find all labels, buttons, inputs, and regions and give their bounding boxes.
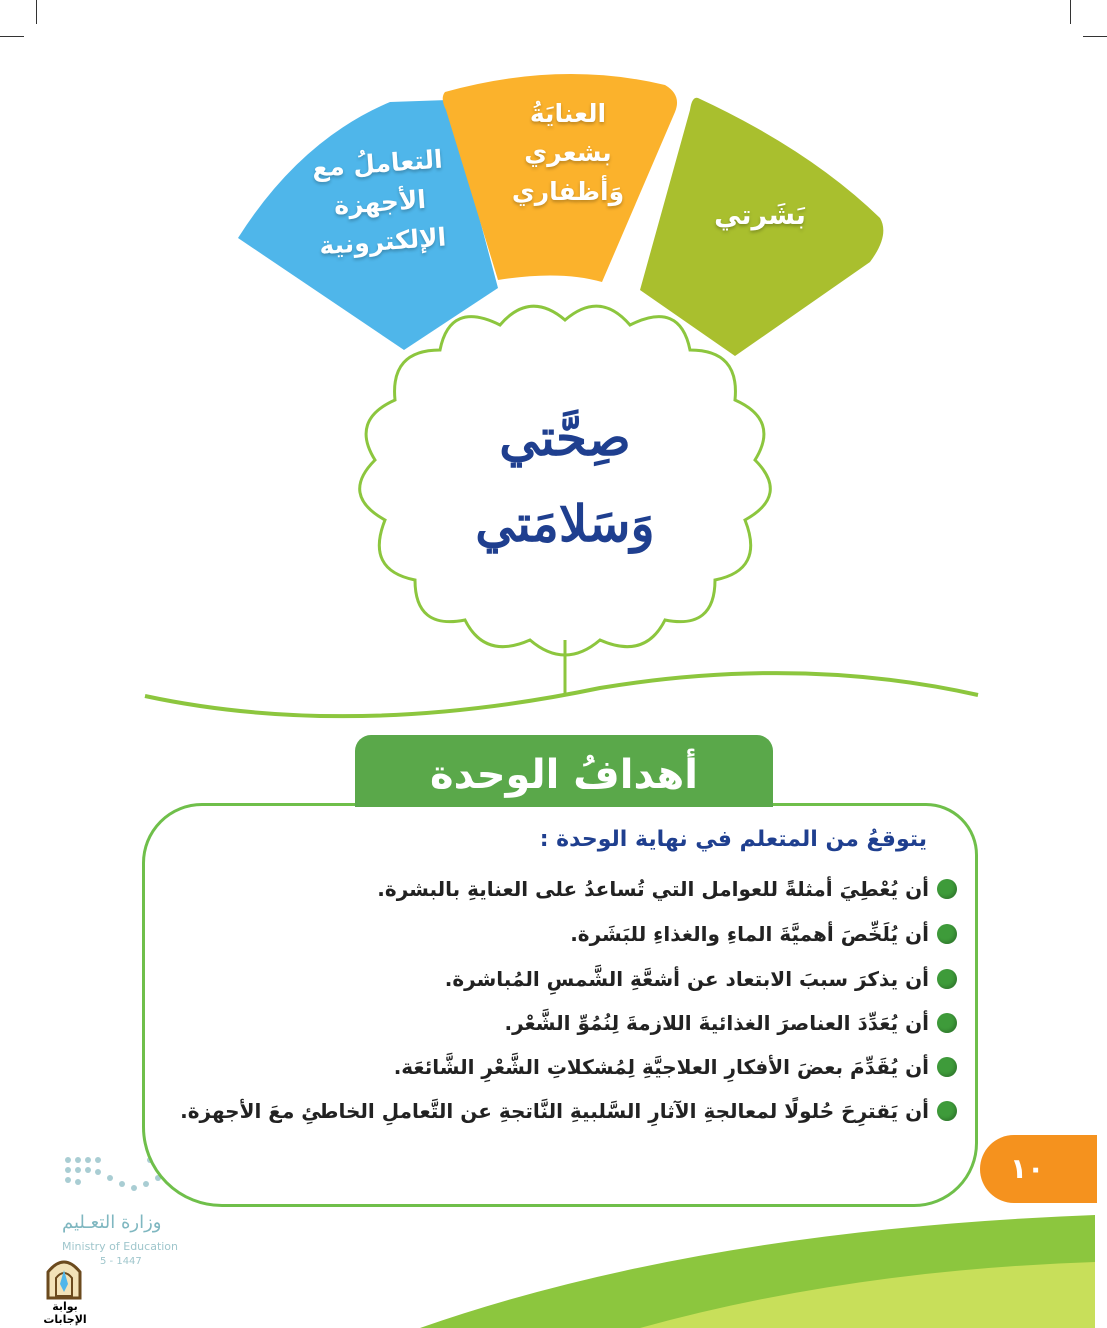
goal-item — [167, 1099, 957, 1123]
ground-line — [145, 673, 978, 716]
petal-line: بشعري — [524, 137, 612, 167]
petal-line: الأجهزة — [333, 184, 427, 220]
ministry-name-english: Ministry of Education — [62, 1240, 179, 1253]
unit-title-line2: وَسَلامَتي — [475, 494, 655, 553]
petal-line: الإلكترونية — [318, 222, 448, 260]
petal-line: التعاملُ مع — [311, 144, 444, 183]
unit-title-line1: صِحَّتي — [499, 408, 631, 467]
petal-line: وَأظفاري — [511, 176, 625, 206]
petal-line: العنايَةُ — [529, 99, 607, 128]
goal-text: أن يُلَخِّصَ أهميَّةَ الماءِ والغذاءِ للبَشَرة. — [570, 922, 929, 946]
goals-intro: يتوقعُ من المتعلم في نهاية الوحدة : — [539, 827, 927, 852]
goal-text: أن يُعْطِيَ أمثلةً للعوامل التي تُساعدُ على العنايةِ بالبشرة. — [377, 877, 929, 901]
goal-item — [167, 967, 957, 991]
goal-text: أن يُقَدِّمَ بعضَ الأفكارِ العلاجيَّةِ لِمُشكلاتِ الشَّعْرِ الشَّائعَة. — [393, 1055, 929, 1079]
unit-title — [445, 395, 685, 567]
goal-text: أن يَقترِحَ حُلولًا لمعالجةِ الآثارِ السَّلبيةِ النَّاتجةِ عن التَّعاملِ الخاطئِ معَ الأجهزة. — [180, 1099, 929, 1123]
goal-item — [167, 922, 957, 946]
site-emblem-icon — [48, 1262, 80, 1298]
bullet-icon — [937, 879, 957, 899]
goals-box — [142, 803, 978, 1207]
bullet-icon — [937, 1057, 957, 1077]
petal-label-hair-nails — [488, 95, 648, 211]
petal-label-devices — [286, 139, 474, 268]
bullet-icon — [937, 1101, 957, 1121]
goal-item — [167, 1011, 957, 1035]
ministry-year: 5 - 1447 — [100, 1256, 142, 1267]
petal-label-skin — [690, 195, 830, 237]
site-label: بوابة الإجابات — [43, 1300, 87, 1326]
page-number: ١٠ — [980, 1135, 1097, 1203]
bullet-icon — [937, 969, 957, 989]
petal-line: بَشَرتي — [714, 200, 806, 231]
goal-text: أن يُعَدِّدَ العناصرَ الغذائيةَ اللازمةَ لِنُمُوِّ الشَّعْر. — [504, 1011, 929, 1035]
ministry-name-arabic: وزارة التعـليم — [62, 1212, 162, 1233]
bullet-icon — [937, 1013, 957, 1033]
goal-item — [167, 1055, 957, 1079]
goal-item — [167, 877, 957, 901]
goals-header: أهدافُ الوحدة — [355, 735, 773, 807]
goal-text: أن يذكرَ سببَ الابتعاد عن أشعَّةِ الشَّمسِ المُباشرة. — [444, 967, 929, 991]
bullet-icon — [937, 924, 957, 944]
